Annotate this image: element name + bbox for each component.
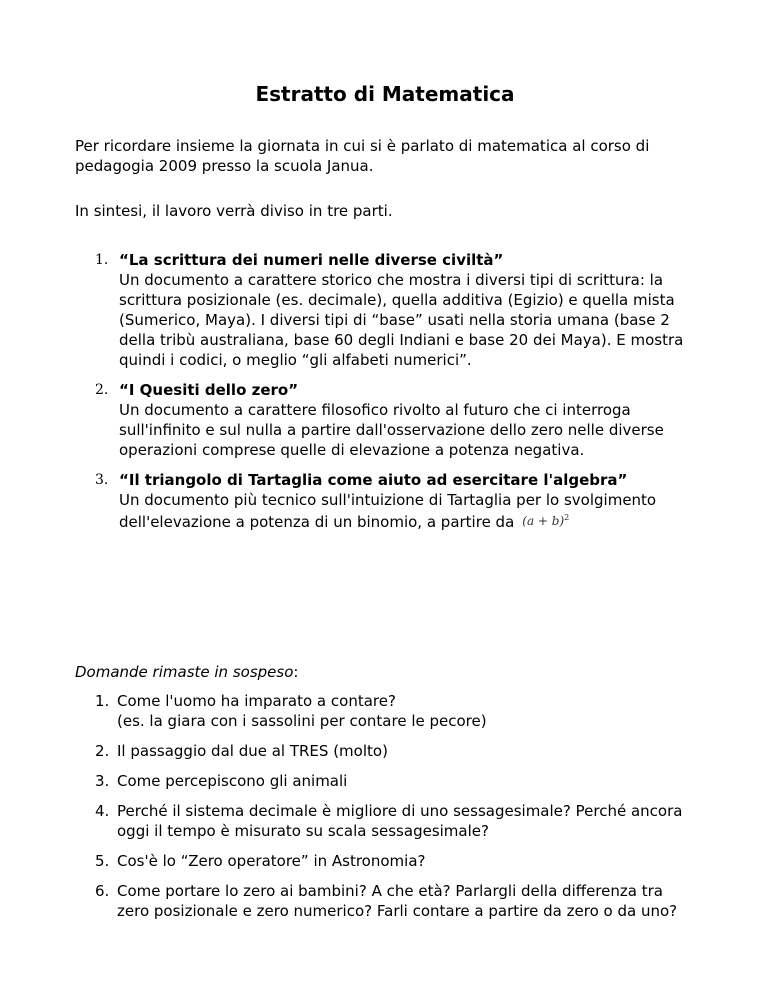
- formula-base: (a + b): [522, 514, 565, 528]
- question-item: [75, 851, 695, 871]
- part-description: Un documento più tecnico sull'intuizione di Tartaglia per lo svolgimento dell'elevazione a potenza di un binomio, a partire da: [119, 491, 657, 531]
- binomial-formula: [522, 514, 569, 528]
- part-number: 1.: [95, 252, 109, 268]
- question-text: Come l'uomo ha imparato a contare?: [117, 692, 396, 710]
- question-number: 4.: [95, 802, 110, 820]
- question-text: Perché il sistema decimale è migliore di uno sessagesimale? Perché ancora oggi il tempo è misurato su scala sessagesimale?: [117, 802, 683, 840]
- question-number: 1.: [95, 692, 110, 710]
- intro-paragraph: Per ricordare insieme la giornata in cui si è parlato di matematica al corso di pedagogia 2009 presso la scuola Janua.: [75, 137, 650, 175]
- part-description-wrap: [119, 490, 695, 533]
- question-number: 6.: [95, 882, 110, 900]
- part-number: 2.: [95, 382, 109, 398]
- document-title: Estratto di Matematica: [255, 82, 515, 106]
- questions-heading-colon: :: [293, 663, 299, 681]
- part-description: Un documento a carattere filosofico rivolto al futuro che ci interroga sull'infinito e sul nulla a partire dall'osservazione dello zero nelle diverse operazioni comprese quelle di elevazione a potenza negativa.: [119, 401, 664, 459]
- part-item: [75, 250, 695, 370]
- formula-exponent: 2: [564, 513, 570, 522]
- part-title: “La scrittura dei numeri nelle diverse civiltà”: [119, 251, 504, 269]
- question-item: [75, 691, 695, 731]
- question-item: [75, 881, 695, 921]
- part-number: 3.: [95, 472, 109, 488]
- questions-list: [75, 691, 695, 931]
- question-number: 3.: [95, 772, 110, 790]
- question-item: [75, 801, 695, 841]
- part-item: [75, 380, 695, 460]
- question-item: [75, 771, 695, 791]
- part-description: Un documento a carattere storico che mostra i diversi tipi di scrittura: la scrittura posizionale (es. decimale), quella additiva (Egizio) e quella mista (Sumerico, Maya). I diversi tipi di “base” usati nella storia umana (base 2 della tribù australiana, base 60 degli Indiani e base 20 dei Maya). E mostra quindi i codici, o meglio “gli alfabeti numerici”.: [119, 271, 684, 369]
- parts-list: [75, 250, 695, 543]
- question-text: Come percepiscono gli animali: [117, 772, 348, 790]
- question-number: 5.: [95, 852, 110, 870]
- part-title: “Il triangolo di Tartaglia come aiuto ad esercitare l'algebra”: [119, 471, 628, 489]
- question-text: Come portare lo zero ai bambini? A che età? Parlargli della differenza tra zero posizionale e zero numerico? Farli contare a partire da zero o da uno?: [117, 882, 678, 920]
- questions-heading: [75, 662, 298, 682]
- question-number: 2.: [95, 742, 110, 760]
- question-text: Il passaggio dal due al TRES (molto): [117, 742, 388, 760]
- part-title: “I Quesiti dello zero”: [119, 381, 299, 399]
- question-text: Cos'è lo “Zero operatore” in Astronomia?: [117, 852, 426, 870]
- question-item: [75, 741, 695, 761]
- summary-paragraph: In sintesi, il lavoro verrà diviso in tre parti.: [75, 202, 393, 220]
- part-item: [75, 470, 695, 533]
- questions-heading-text: Domande rimaste in sospeso: [75, 663, 294, 681]
- question-subtext: (es. la giara con i sassolini per contare le pecore): [117, 712, 487, 730]
